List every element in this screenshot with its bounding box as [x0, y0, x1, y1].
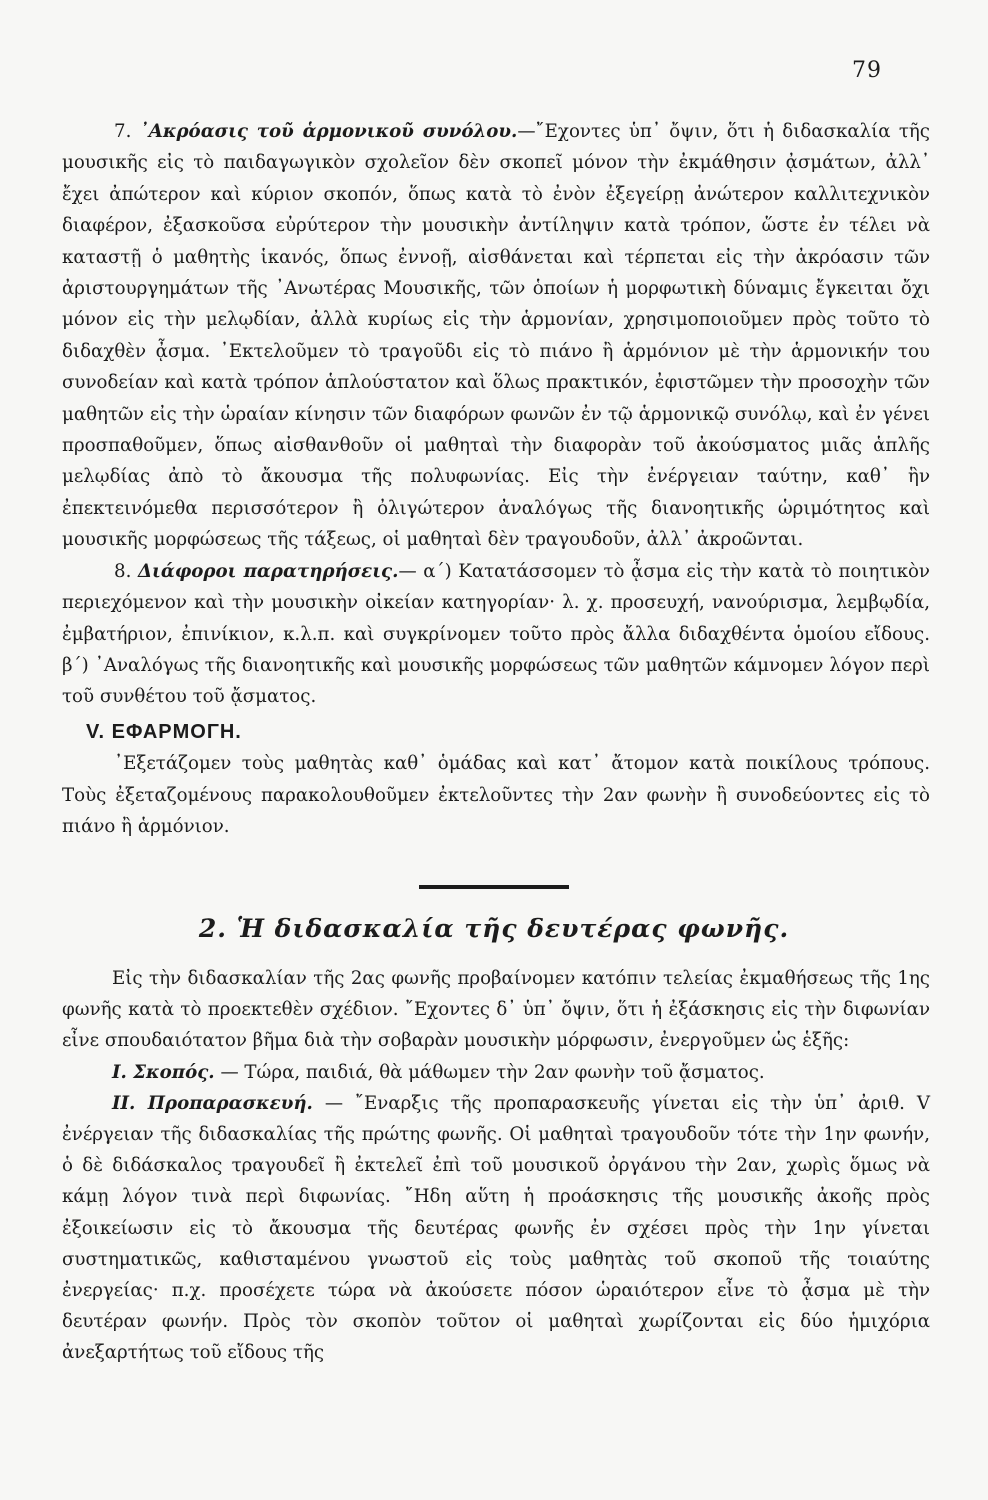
item-2 — [62, 1088, 930, 1369]
paragraph-7 — [62, 116, 930, 556]
section-2-body — [62, 963, 930, 1369]
item-2-text: — ῎Εναρξις τῆς προπαρασκευῆς γίνεται εἰς τὴν ὑπ᾿ ἀριθ. V ἐνέργειαν τῆς διδασκαλίας τῆς πρώτης φωνῆς. Οἱ μαθηταὶ τραγουδοῦν τότε τὴν 1ην φωνήν, ὁ δὲ διδάσκαλος τραγουδεῖ ἢ ἐκτελεῖ ἐπὶ τοῦ μουσικοῦ ὀργάνου τὴν 2αν, χωρὶς ὅμως νὰ κάμῃ λόγον τινὰ περὶ διφωνίας. ῎Ηδη αὕτη ἡ προάσκησις τῆς μουσικῆς ἀκοῆς πρὸς ἐξοικείωσιν εἰς τὸ ἄκουσμα τῆς δευτέρας φωνῆς ἐν σχέσει πρὸς τὴν 1ην γίνεται συστηματικῶς, καθισταμένου γνωστοῦ εἰς τοὺς μαθητὰς τοῦ σκοποῦ τῆς τοιαύτης ἐνεργείας· π.χ. προσέχετε τώρα νὰ ἀκούσετε πόσον ὡραιότερον εἶνε τὸ ᾆσμα μὲ τὴν δευτέραν φωνήν. Πρὸς τὸν σκοπὸν τοῦτον οἱ μαθηταὶ χωρίζονται εἰς δύο ἡμιχόρια ἀνεξαρτήτως τοῦ εἴδους τῆς — [62, 1092, 930, 1364]
section-divider — [419, 885, 569, 889]
upper-text-block — [62, 116, 930, 842]
paragraph-7-number: 7. — [114, 121, 132, 142]
paragraph-8-text: — α΄) Κατατάσσομεν τὸ ᾆσμα εἰς τὴν κατὰ τὸ ποιητικὸν περιεχόμενον καὶ τὴν μουσικὴν οἰκείαν κατηγορίαν· λ. χ. προσευχή, νανούρισμα, λεμβῳδία, ἐμβατήριον, ἐπινίκιον, κ.λ.π. καὶ συγκρίνομεν τοῦτο πρὸς ἄλλα διδαχθέντα ὁμοίου εἴδους. β΄) ᾿Αναλόγως τῆς διανοητικῆς καὶ μουσικῆς μορφώσεως τῶν μαθητῶν κάμνομεν λόγον περὶ τοῦ συνθέτου τοῦ ᾄσματος. — [62, 560, 930, 708]
section-v-heading: V. ΕΦΑΡΜΟΓΗ. — [86, 720, 242, 743]
item-1-label: I. Σκοπός. — [112, 1061, 215, 1083]
paragraph-8-number: 8. — [114, 560, 132, 582]
paragraph-8 — [62, 556, 930, 713]
paragraph-7-title: ᾿Ακρόασις τοῦ ἁρμονικοῦ συνόλου. — [139, 121, 518, 142]
item-2-label: II. Προπαρασκευή. — [112, 1092, 313, 1114]
paragraph-7-text: —῎Εχοντες ὑπ᾿ ὄψιν, ὅτι ἡ διδασκαλία τῆς μουσικῆς εἰς τὸ παιδαγωγικὸν σχολεῖον δὲν σκοπεῖ μόνον τὴν ἐκμάθησιν ᾀσμάτων, ἀλλ᾿ ἔχει ἀπώτερον καὶ κύριον σκοπόν, ὅπως κατὰ τὸ ἐνὸν ἐξεγείρῃ ἀνώτερον καλλιτεχνικὸν διαφέρον, ἐξασκοῦσα εὐρύτερον τὴν μουσικὴν ἀντίληψιν κατὰ τρόπον, ὥστε ἐν τέλει νὰ καταστῇ ὁ μαθητὴς ἱκανός, ὅπως ἐννοῇ, αἰσθάνεται καὶ τέρπεται εἰς τὴν ἀκρόασιν τῶν ἀριστουργημάτων τῆς ᾿Ανωτέρας Μουσικῆς, τῶν ὁποίων ἡ μορφωτικὴ δύναμις ἔγκειται ὄχι μόνον εἰς τὴν μελῳδίαν, ἀλλὰ κυρίως εἰς τὴν ἁρμονίαν, χρησιμοποιοῦμεν πρὸς τοῦτο τὸ διδαχθὲν ᾆσμα. ᾿Εκτελοῦμεν τὸ τραγοῦδι εἰς τὸ πιάνο ἢ ἁρμόνιον μὲ τὴν ἁρμονικήν του συνοδείαν καὶ κατὰ τρόπον ἁπλούστατον καὶ ὅλως πρακτικόν, ἐφιστῶμεν τὴν προσοχὴν τῶν μαθητῶν εἰς τὴν ὡραίαν κίνησιν τῶν διαφόρων φωνῶν ἐν τῷ ἁρμονικῷ συνόλῳ, καὶ ἐν γένει προσπαθοῦμεν, ὅπως αἰσθανθοῦν οἱ μαθηταὶ τὴν διαφορὰν τοῦ ἀκούσματος μιᾶς ἁπλῆς μελῳδίας ἀπὸ τὸ ἄκουσμα τῆς πολυφωνίας. Εἰς τὴν ἐνέργειαν ταύτην, καθ᾿ ἣν ἐπεκτεινόμεθα περισσότερον ἢ ὀλιγώτερον ἀναλόγως τῆς διανοητικῆς ὡριμότητος καὶ μουσικῆς μορφώσεως τῆς τάξεως, οἱ μαθηταὶ δὲν τραγουδοῦν, ἀλλ᾿ ἀκροῶνται. — [62, 121, 930, 551]
item-1-text: — Τώρα, παιδιά, θὰ μάθωμεν τὴν 2αν φωνὴν τοῦ ᾄσματος. — [220, 1061, 765, 1083]
section-2-intro: Εἰς τὴν διδασκαλίαν τῆς 2ας φωνῆς προβαίνομεν κατόπιν τελείας ἐκμαθήσεως τῆς 1ης φωνῆς κατὰ τὸ προεκτεθὲν σχέδιον. ῎Εχοντες δ᾿ ὑπ᾿ ὄψιν, ὅτι ἡ ἐξάσκησις εἰς τὴν διφωνίαν εἶνε σπουδαιότατον βῆμα διὰ τὴν σοβαρὰν μουσικὴν μόρφωσιν, ἐνεργοῦμεν ὡς ἑξῆς: — [62, 968, 930, 1052]
page-number: 79 — [852, 58, 882, 83]
paragraph-8-title: Διάφοροι παρατηρήσεις. — [137, 560, 399, 582]
section-v-text: ᾿Εξετάζομεν τοὺς μαθητὰς καθ᾿ ὁμάδας καὶ κατ᾿ ἄτομον κατὰ ποικίλους τρόπους. Τοὺς ἐξεταζομένους παρακολουθοῦμεν ἐκτελοῦντες τὴν 2αν φωνὴν ἢ συνοδεύοντες εἰς τὸ πιάνο ἢ ἁρμόνιον. — [62, 753, 930, 837]
item-1 — [62, 1057, 930, 1088]
section-2-title: 2. Ἡ διδασκαλία τῆς δευτέρας φωνῆς. — [198, 914, 790, 943]
